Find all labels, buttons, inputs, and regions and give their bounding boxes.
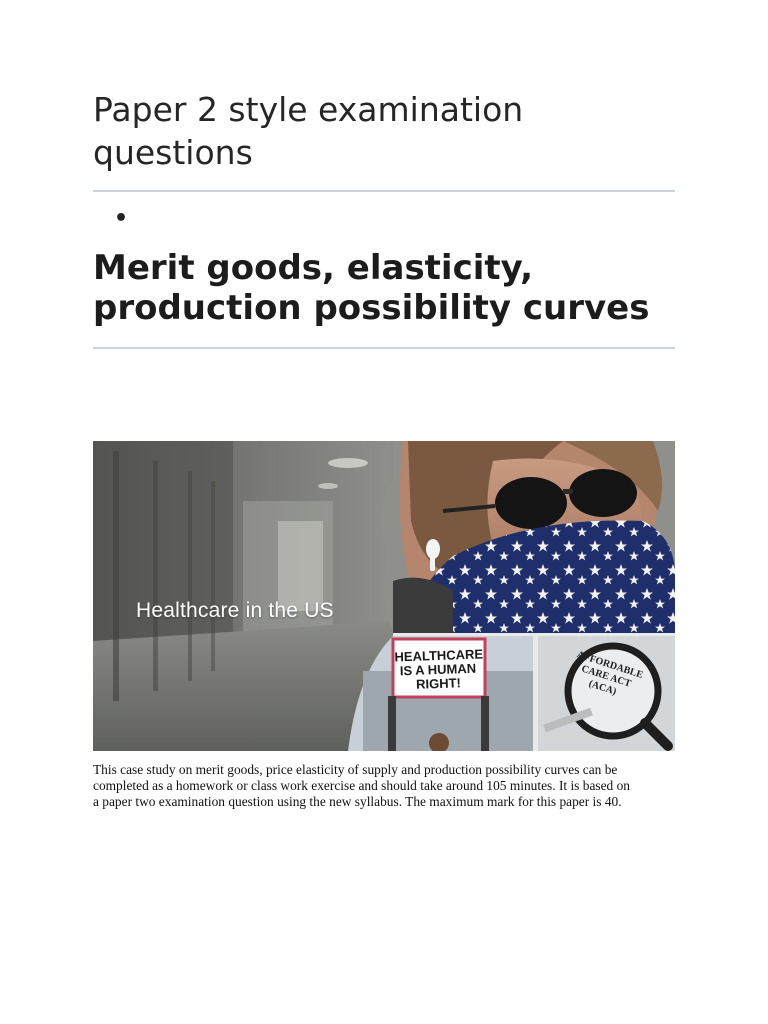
bullet-point: • [114,206,129,231]
banner-illustration [93,441,675,751]
title-divider [93,190,675,192]
page-title: Paper 2 style examination questions [93,90,524,172]
intro-paragraph: This case study on merit goods, price elasticity of supply and production possibility curves can be completed as a homework or class work exercise and should take around 105 minutes. It is based on a paper two examination question using the new syllabus. The maximum mark for this paper is 40. [93,762,630,809]
aca-label-text: AFFORDABLE CARE ACT (ACA) [575,649,645,698]
banner-caption: Healthcare in the US [136,599,334,622]
subtitle-divider [93,347,675,349]
healthcare-banner-image [93,441,675,751]
section-subtitle: Merit goods, elasticity, production possibility curves [93,248,650,328]
protest-sign-text: HEALTHCARE IS A HUMAN RIGHT! [394,646,484,692]
